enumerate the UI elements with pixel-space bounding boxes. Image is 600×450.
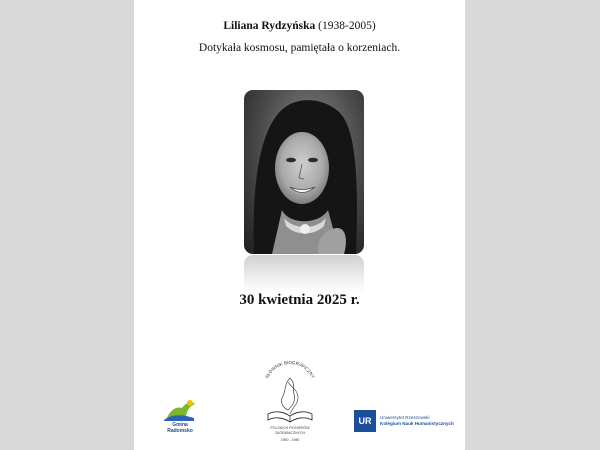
uniwersytet-rzeszowski-logo: [354, 410, 464, 432]
slownik-biograficzny-logo: [254, 358, 326, 448]
gmina-radomsko-logo: [160, 398, 200, 438]
book-tree-icon: [254, 358, 326, 430]
ur-line-2: Kolegium Nauk Humanistycznych: [380, 421, 454, 426]
document-page: [134, 0, 465, 450]
slownik-line-2: ZAGRANICZNYCH: [274, 431, 306, 435]
slownik-arc-text: SŁOWNIK BIOGRAFICZNY: [264, 359, 316, 380]
ur-text: [380, 415, 464, 427]
portrait-photo: [244, 90, 364, 254]
document-subtitle: Dotykała kosmosu, pamiętała o korzeniach.: [198, 42, 401, 54]
portrait-reflection: [244, 255, 364, 293]
gmina-logo-icon: [160, 398, 200, 422]
document-title: [134, 20, 465, 32]
portrait-drawing: [244, 90, 364, 254]
ur-mark-icon: UR: [354, 410, 376, 432]
gmina-label-2: Radomsko: [167, 428, 193, 434]
svg-text:SŁOWNIK BIOGRAFICZNY: [264, 360, 316, 379]
person-name: Liliana Rydzyńska: [223, 20, 316, 32]
life-years: (1938-2005): [318, 20, 376, 32]
slownik-years: 1950 - 1980: [280, 438, 300, 442]
document-date: 30 kwietnia 2025 r.: [239, 292, 360, 308]
slownik-line-1: POLSKICH PIONIERÓW: [270, 426, 310, 430]
ur-line-1: Uniwersytet Rzeszowski: [380, 415, 430, 420]
gmina-label-1: Gmina: [172, 422, 188, 428]
